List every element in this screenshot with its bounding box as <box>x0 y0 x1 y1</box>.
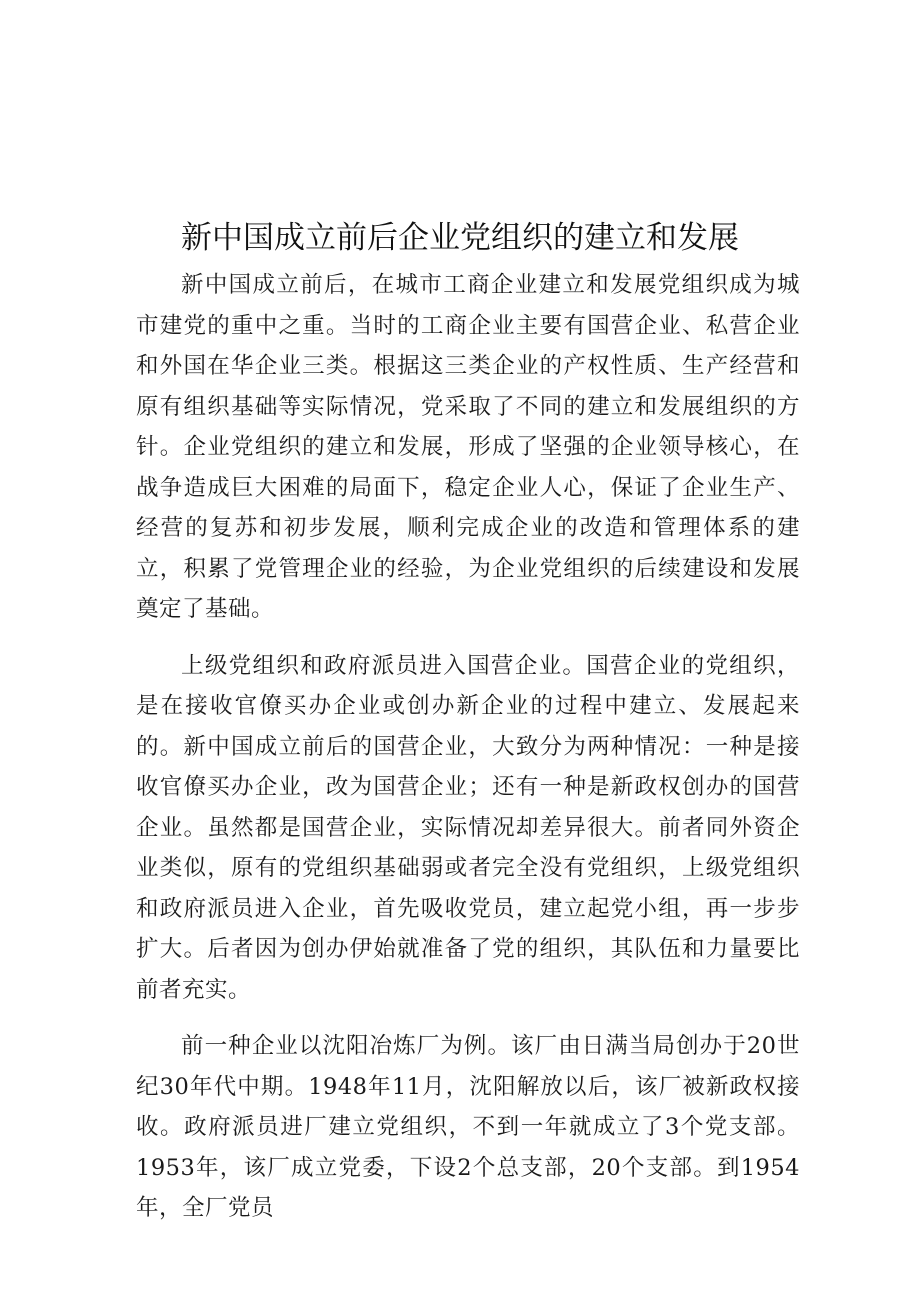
paragraph-3: 前一种企业以沈阳冶炼厂为例。该厂由日满当局创办于20世纪30年代中期。1948年11月，沈阳解放以后，该厂被新政权接收。政府派员进厂建立党组织，不到一年就成立了3个党支部。1953年，该厂成立党委，下设2个总支部，20个支部。到1954年，全厂党员 <box>136 1033 800 1221</box>
paragraph-2: 上级党组织和政府派员进入国营企业。国营企业的党组织，是在接收官僚买办企业或创办新企业的过程中建立、发展起来的。新中国成立前后的国营企业，大致分为两种情况：一种是接收官僚买办企业，改为国营企业；还有一种是新政权创办的国营企业。虽然都是国营企业，实际情况却差异很大。前者同外资企业类似，原有的党组织基础弱或者完全没有党组织，上级党组织和政府派员进入企业，首先吸收党员，建立起党小组，再一步步扩大。后者因为创办伊始就准备了党的组织，其队伍和力量要比前者充实。 <box>136 652 800 1003</box>
document-body <box>136 265 800 1245</box>
document-title: 新中国成立前后企业党组织的建立和发展 <box>181 220 739 256</box>
paragraph-1: 新中国成立前后，在城市工商企业建立和发展党组织成为城市建党的重中之重。当时的工商企业主要有国营企业、私营企业和外国在华企业三类。根据这三类企业的产权性质、生产经营和原有组织基础等实际情况，党采取了不同的建立和发展组织的方针。企业党组织的建立和发展，形成了坚强的企业领导核心，在战争造成巨大困难的局面下，稳定企业人心，保证了企业生产、经营的复苏和初步发展，顺利完成企业的改造和管理体系的建立，积累了党管理企业的经验，为企业党组织的后续建设和发展奠定了基础。 <box>136 272 800 622</box>
